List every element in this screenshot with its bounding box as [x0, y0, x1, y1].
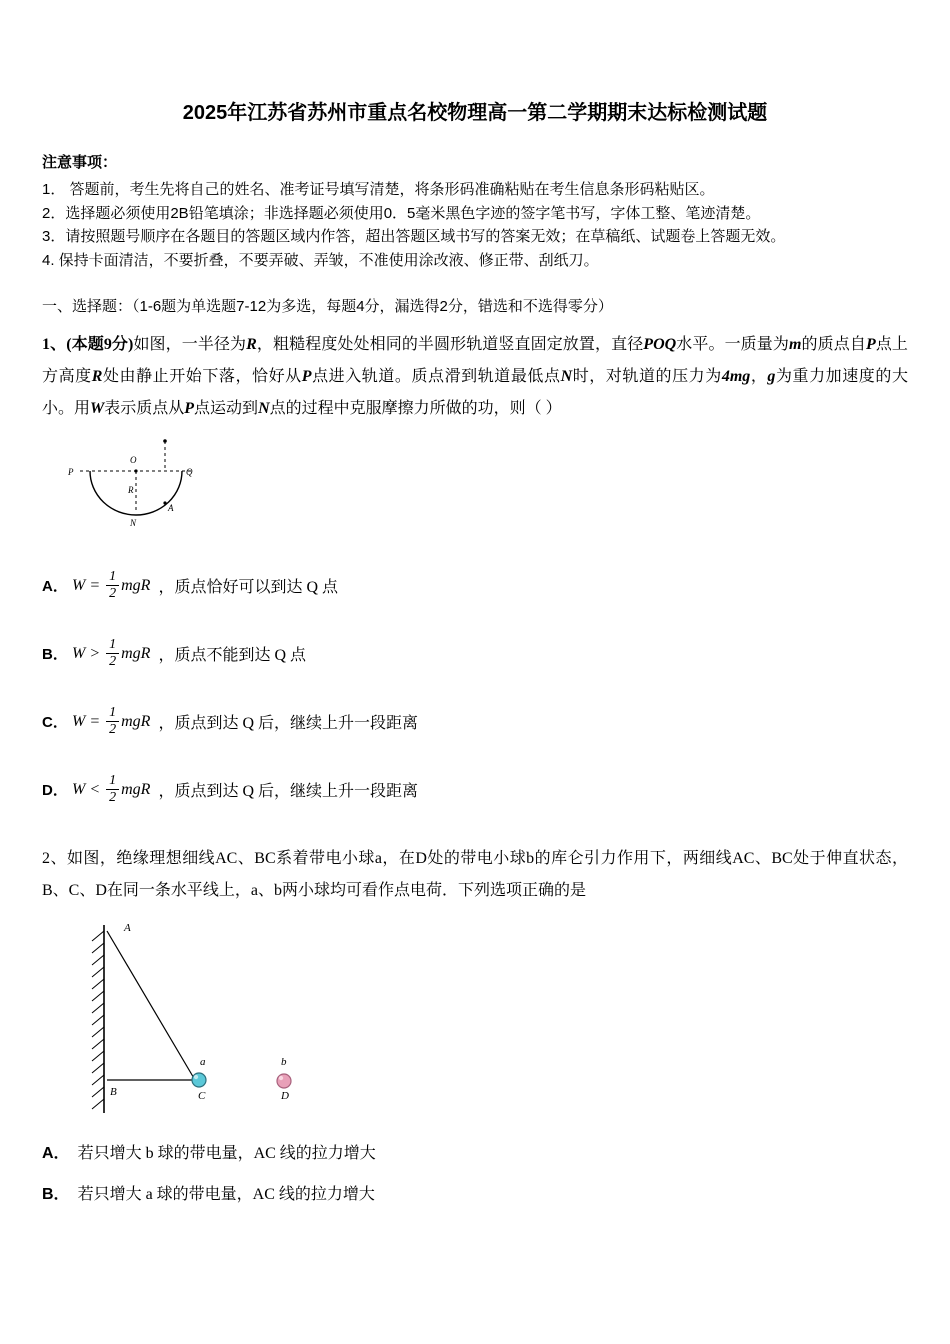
- fig2-label-a: a: [200, 1055, 206, 1068]
- option-d-frac-num: 1: [109, 773, 117, 789]
- q1-stem-l: 重力加速度的大小。用: [42, 367, 908, 417]
- option-c-frac-den: 2: [106, 721, 119, 738]
- question-1-option-b[interactable]: [42, 627, 908, 681]
- option-b-frac-den: 2: [106, 653, 119, 670]
- q1-stem-b: ，粗糙程度处处相同的半圆形轨道竖直固定放置，直径: [256, 335, 644, 353]
- q1-stem-k: 为: [775, 367, 793, 385]
- option-c-label: C．: [42, 714, 68, 732]
- question-2-line-2: 态，B、C、D在同一条水平线上，a、b两小球均可看作点电荷．下列选项正确的是: [42, 849, 908, 899]
- fig1-label-O: O: [130, 454, 137, 465]
- q1-var-R2: R: [91, 367, 103, 385]
- question-2: [42, 843, 908, 1208]
- option-b-relation: >: [89, 644, 101, 662]
- option-b-rhs: mgR: [121, 644, 151, 662]
- question-2-line-1: 如图，绝缘理想细线AC、BC系着带电小球a，在D处的带电小球b的库仑引力作用下，两细线AC、BC处于伸直状: [66, 849, 876, 867]
- notice-line-2: 2．选择题必须使用2B铅笔填涂；非选择题必须使用0．5毫米黑色字迹的签字笔书写，字体工整、笔迹清楚。: [42, 204, 761, 222]
- fig1-label-P: P: [68, 466, 74, 477]
- section-heading: 一、选择题：（1-6题为单选题7-12为多选，每题4分，漏选得2分，错选和不选得零分）: [42, 297, 613, 315]
- q1-stem-e: 自: [849, 335, 866, 353]
- charged-balls-diagram: [62, 917, 342, 1127]
- option-b-fraction: [106, 637, 119, 670]
- option-a-lhs: W: [72, 576, 86, 594]
- q1-stem-i: 时，对轨道的压力为: [572, 367, 722, 385]
- q1-stem-n: 点运动到: [194, 399, 259, 417]
- option-a-rhs: mgR: [121, 576, 151, 594]
- notice-line-1: 1． 答题前，考生先将自己的姓名、准考证号填写清楚，将条形码准确粘贴在考生信息条形码粘贴区。: [42, 181, 715, 198]
- notice-line-4: 4. 保持卡面清洁，不要折叠，不要弄破、弄皱，不准使用涂改液、修正带、刮纸刀。: [42, 252, 599, 270]
- option-b-lhs: W: [72, 644, 86, 662]
- option-c-lhs: W: [72, 712, 86, 730]
- q1-stem-g: 处由静止开始下落，恰好从: [102, 367, 302, 385]
- fig2-label-D: D: [281, 1089, 289, 1102]
- q1-stem-m: 表示质点从: [104, 399, 185, 417]
- question-2-number: 2、: [42, 849, 67, 867]
- question-1-option-c[interactable]: [42, 695, 908, 749]
- option-a-text: ，质点恰好可以到达 Q 点: [158, 579, 339, 597]
- option-d-text: ，质点到达 Q 后，继续上升一段距离: [158, 783, 419, 801]
- fig1-label-R: R: [128, 484, 134, 495]
- option-d-fraction: [106, 773, 119, 806]
- option-c-frac-num: 1: [109, 705, 117, 721]
- q1-var-POQ: POQ: [643, 335, 677, 353]
- q1-stem-h: 点进入轨道。质点滑到轨道最低点: [311, 367, 561, 385]
- q1-var-m: m: [788, 335, 802, 353]
- q1-stem-c: 水平。一质量为: [676, 335, 789, 353]
- q1-var-R: R: [246, 335, 257, 353]
- q2-option-b-text: 若只增大 a 球的带电量，AC 线的拉力增大: [77, 1186, 375, 1204]
- option-b-formula: [72, 637, 150, 670]
- option-a-label: A．: [42, 578, 68, 596]
- q2-option-a-text: 若只增大 b 球的带电量，AC 线的拉力增大: [77, 1144, 376, 1162]
- question-2-option-a[interactable]: [42, 1141, 908, 1167]
- q1-var-N1: N: [560, 367, 573, 385]
- option-a-frac-den: 2: [106, 585, 119, 602]
- q1-var-P2: P: [301, 367, 312, 385]
- semicircle-track-diagram: [62, 435, 262, 545]
- option-d-rhs: mgR: [121, 780, 151, 798]
- q2-option-b-label: B．: [42, 1186, 70, 1204]
- notice-heading: 注意事项：: [42, 154, 118, 171]
- q1-var-P1: P: [865, 335, 876, 353]
- option-d-formula: [72, 773, 150, 806]
- question-1-number: 1、: [42, 335, 67, 353]
- question-2-stem: [42, 843, 908, 907]
- option-d-frac-den: 2: [106, 789, 119, 806]
- question-1-option-d[interactable]: [42, 763, 908, 817]
- option-a-frac-num: 1: [109, 569, 117, 585]
- notice-block: [42, 151, 908, 273]
- option-d-relation: <: [89, 780, 101, 798]
- option-c-formula: [72, 705, 150, 738]
- q1-stem-a: 如图，一半径为: [133, 335, 247, 353]
- option-c-rhs: mgR: [121, 712, 151, 730]
- fig1-label-Q: Q: [186, 466, 193, 477]
- fig1-label-A: A: [168, 502, 174, 513]
- option-b-text: ，质点不能到达 Q 点: [158, 647, 307, 665]
- question-2-figure: [42, 917, 908, 1127]
- q1-var-W: W: [90, 399, 105, 417]
- question-1: [42, 329, 908, 817]
- fig2-label-B: B: [110, 1085, 117, 1098]
- fig1-label-N: N: [130, 517, 137, 528]
- q1-stem-o: 点的过程中克服摩擦力所做的功，则（ ）: [269, 399, 562, 417]
- q1-var-N2: N: [258, 399, 270, 417]
- q1-var-4mg: 4mg: [721, 367, 751, 385]
- option-c-text: ，质点到达 Q 后，继续上升一段距离: [158, 715, 419, 733]
- q1-stem-d: 的质点: [801, 335, 850, 353]
- q1-var-g: g: [767, 367, 776, 385]
- option-d-label: D．: [42, 782, 68, 800]
- question-2-option-b[interactable]: [42, 1182, 908, 1208]
- page-title: 2025年江苏省苏州市重点名校物理高一第二学期期末达标检测试题: [182, 102, 768, 124]
- option-a-relation: =: [89, 576, 101, 594]
- fig2-label-C: C: [198, 1089, 206, 1102]
- option-c-relation: =: [89, 712, 101, 730]
- option-b-frac-num: 1: [109, 637, 117, 653]
- option-a-formula: [72, 569, 150, 602]
- question-1-stem: [42, 329, 908, 425]
- option-b-label: B．: [42, 646, 68, 664]
- q1-var-P3: P: [184, 399, 195, 417]
- option-c-fraction: [106, 705, 119, 738]
- q1-stem-f: 点上方高度: [42, 335, 908, 385]
- notice-line-3: 3．请按照题号顺序在各题目的答题区域内作答，超出答题区域书写的答案无效；在草稿纸、试题卷上答题无效。: [42, 228, 786, 246]
- question-1-score-tag: (本题9分): [66, 335, 134, 353]
- question-1-figure: [42, 435, 908, 545]
- fig2-label-A: A: [124, 921, 131, 934]
- q2-option-a-label: A．: [42, 1144, 70, 1162]
- option-a-fraction: [106, 569, 119, 602]
- q1-stem-j: ，: [750, 367, 768, 385]
- option-d-lhs: W: [72, 780, 86, 798]
- fig2-label-b: b: [281, 1055, 287, 1068]
- question-1-option-a[interactable]: [42, 559, 908, 613]
